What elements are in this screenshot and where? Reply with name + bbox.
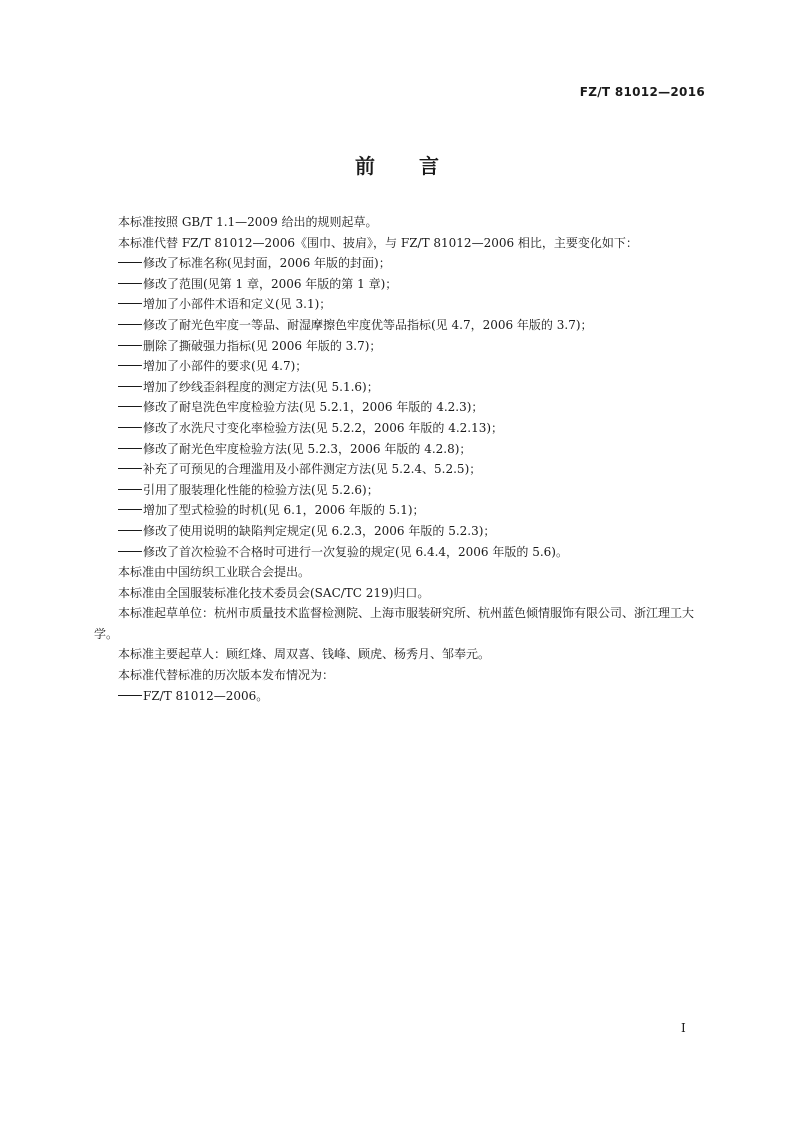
change-item: 补充了可预见的合理滥用及小部件测定方法(见 5.2.4、5.2.5)； — [118, 459, 698, 480]
document-code: FZ/T 81012—2016 — [579, 85, 705, 99]
dash-icon — [118, 303, 142, 304]
page-number: I — [681, 1021, 686, 1035]
drafters-paragraph: 本标准主要起草人：顾红烽、周双喜、钱峰、顾虎、杨秀月、邹奉元。 — [118, 647, 491, 662]
drafting-units-paragraph: 本标准起草单位：杭州市质量技术监督检测院、上海市服装研究所、杭州蓝色倾情服饰有限公司、浙江理工大学。 — [94, 606, 695, 641]
document-body — [94, 212, 698, 706]
change-item: 删除了撕破强力指标(见 2006 年版的 3.7)； — [118, 336, 698, 357]
dash-icon — [118, 365, 142, 366]
change-item: 增加了小部件的要求(见 4.7)； — [118, 356, 698, 377]
dash-icon — [118, 695, 142, 696]
dash-icon — [118, 386, 142, 387]
dash-icon — [118, 345, 142, 346]
dash-icon — [118, 406, 142, 407]
history-intro-paragraph: 本标准代替标准的历次版本发布情况为： — [118, 668, 335, 683]
centralized-by-paragraph: 本标准由全国服装标准化技术委员会(SAC/TC 219)归口。 — [118, 585, 430, 600]
intro-paragraph: 本标准按照 GB/T 1.1—2009 给出的规则起草。 — [118, 215, 378, 229]
change-item: 修改了首次检验不合格时可进行一次复验的规定(见 6.4.4，2006 年版的 5.6)。 — [118, 542, 698, 563]
change-item: 修改了使用说明的缺陷判定规定(见 6.2.3，2006 年版的 5.2.3)； — [118, 521, 698, 542]
replacement-paragraph: 本标准代替 FZ/T 81012—2006《围巾、披肩》，与 FZ/T 81012—2006 相比，主要变化如下： — [118, 235, 638, 250]
dash-icon — [118, 448, 142, 449]
dash-icon — [118, 283, 142, 284]
proposed-by-paragraph: 本标准由中国纺织工业联合会提出。 — [118, 565, 311, 580]
change-item: 增加了小部件术语和定义(见 3.1)； — [118, 294, 698, 315]
change-item: 修改了水洗尺寸变化率检验方法(见 5.2.2，2006 年版的 4.2.13)； — [118, 418, 698, 439]
dash-icon — [118, 489, 142, 490]
page-title: 前言 — [355, 154, 483, 178]
dash-icon — [118, 468, 142, 469]
dash-icon — [118, 509, 142, 510]
change-item: 修改了耐光色牢度一等品、耐湿摩擦色牢度优等品指标(见 4.7，2006 年版的 3.7)； — [118, 315, 698, 336]
change-item: 修改了范围(见第 1 章，2006 年版的第 1 章)； — [118, 274, 698, 295]
change-item: 增加了纱线歪斜程度的测定方法(见 5.1.6)； — [118, 377, 698, 398]
change-item: 引用了服装理化性能的检验方法(见 5.2.6)； — [118, 480, 698, 501]
dash-icon — [118, 551, 142, 552]
dash-icon — [118, 530, 142, 531]
change-item: 修改了耐皂洗色牢度检验方法(见 5.2.1，2006 年版的 4.2.3)； — [118, 397, 698, 418]
dash-icon — [118, 262, 142, 263]
dash-icon — [118, 324, 142, 325]
change-item: 增加了型式检验的时机(见 6.1，2006 年版的 5.1)； — [118, 500, 698, 521]
dash-icon — [118, 427, 142, 428]
change-item: 修改了耐光色牢度检验方法(见 5.2.3，2006 年版的 4.2.8)； — [118, 439, 698, 460]
change-item: 修改了标准名称(见封面，2006 年版的封面)； — [118, 253, 698, 274]
history-item: FZ/T 81012—2006。 — [118, 686, 698, 707]
